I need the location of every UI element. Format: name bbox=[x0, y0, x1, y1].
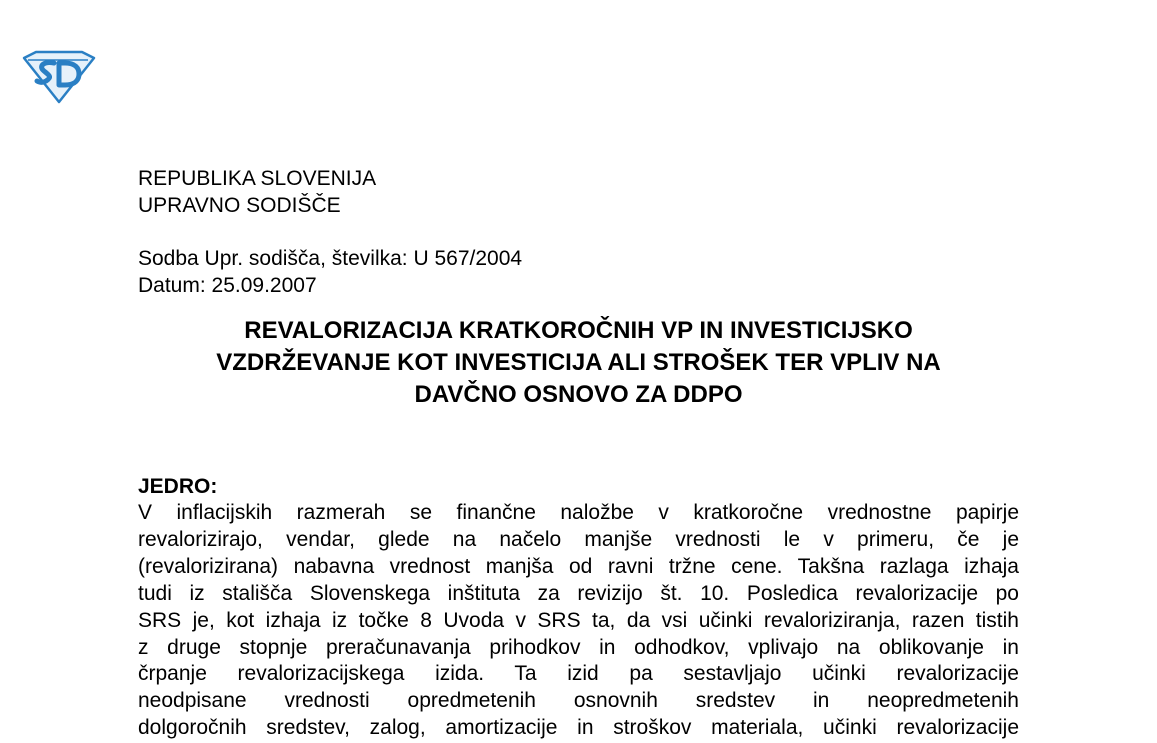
paragraph-line: V inflacijskih razmerah se finančne naložbe v kratkoročne vrednostne papirje bbox=[138, 501, 1019, 524]
title-line: DAVČNO OSNOVO ZA DDPO bbox=[414, 381, 743, 408]
court-country: REPUBLIKA SLOVENIJA bbox=[138, 167, 377, 190]
title-line: REVALORIZACIJA KRATKOROČNIH VP IN INVESTICIJSKO bbox=[244, 317, 913, 344]
title-line: VZDRŽEVANJE KOT INVESTICIJA ALI STROŠEK TER VPLIV NA bbox=[216, 349, 941, 376]
paragraph-line: revalorizirajo, vendar, glede na načelo manjše vrednosti le v primeru, če je bbox=[138, 527, 1019, 551]
paragraph-line: tudi iz stališča Slovenskega inštituta za revizijo št. 10. Posledica revalorizacije po bbox=[138, 581, 1019, 605]
case-number: Sodba Upr. sodišča, številka: U 567/2004 bbox=[138, 247, 523, 270]
case-date: Datum: 25.09.2007 bbox=[138, 274, 317, 297]
paragraph-line: dolgoročnih sredstev, zalog, amortizacije in stroškov materiala, učinki revalorizacije bbox=[138, 716, 1019, 740]
jedro-label: JEDRO: bbox=[138, 475, 218, 498]
paragraph-line: črpanje revalorizacijskega izida. Ta izid pa sestavljajo učinki revalorizacije bbox=[138, 662, 1019, 686]
paragraph-line: neodpisane vrednosti opredmetenih osnovnih sredstev in neopredmetenih bbox=[138, 689, 1019, 713]
court-name: UPRAVNO SODIŠČE bbox=[138, 194, 341, 217]
sd-logo-icon bbox=[22, 48, 96, 104]
paragraph-line: (revalorizirana) nabavna vrednost manjša od ravni tržne cene. Takšna razlaga izhaja bbox=[138, 554, 1019, 578]
document-title bbox=[138, 315, 1019, 411]
document-body bbox=[138, 165, 1019, 742]
paragraph-line: z druge stopnje preračunavanja prihodkov in odhodkov, vplivajo na oblikovanje in bbox=[138, 635, 1019, 659]
jedro-section bbox=[138, 473, 1019, 742]
paragraph-line: SRS je, kot izhaja iz točke 8 Uvoda v SRS ta, da vsi učinki revaloriziranja, razen tistih bbox=[138, 608, 1019, 632]
